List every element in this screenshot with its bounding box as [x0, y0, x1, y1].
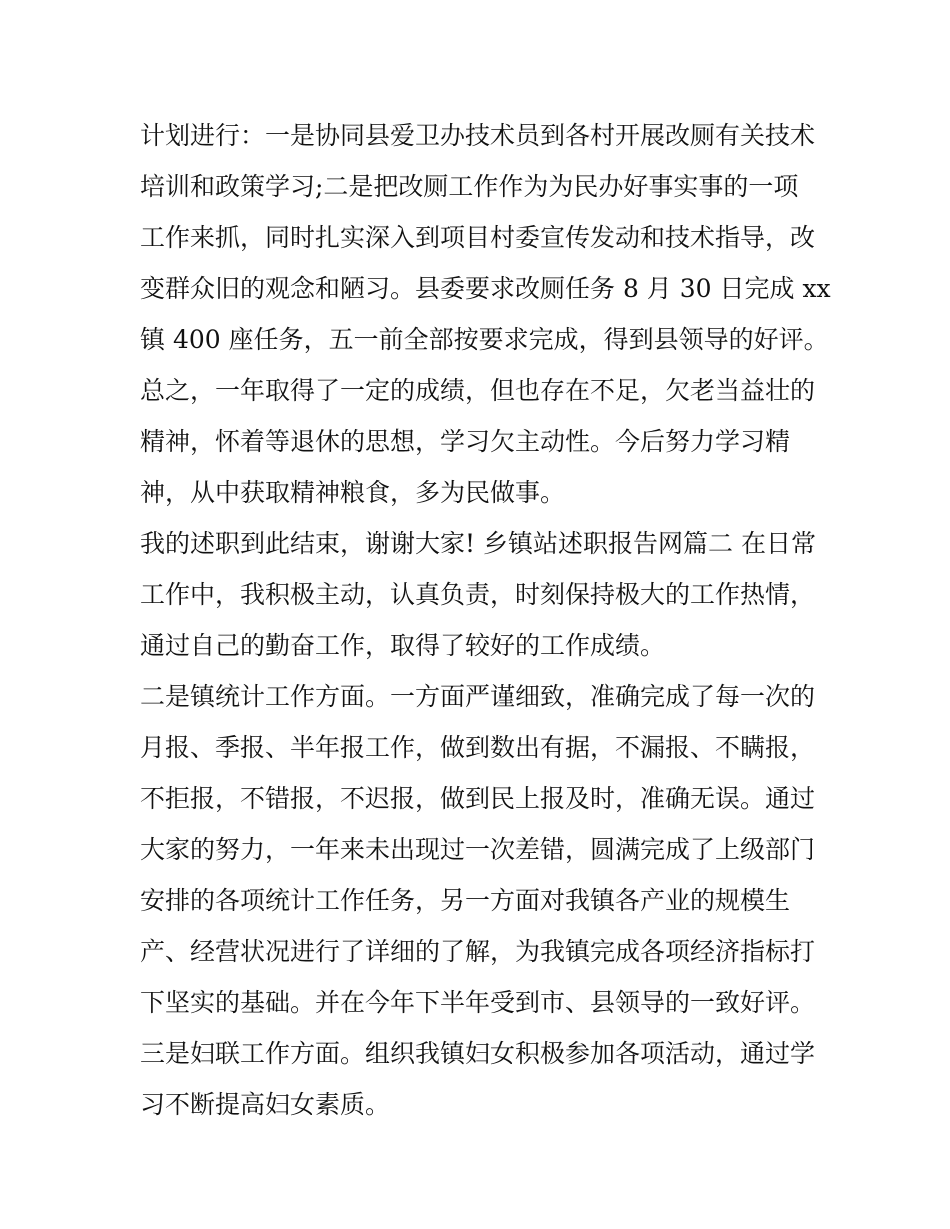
text-line: 我的述职到此结束，谢谢大家! 乡镇站述职报告网篇二 在日常: [140, 529, 816, 558]
text-line: 镇 400 座任务，五一前全部按要求完成，得到县领导的好评。: [140, 325, 829, 354]
document-body: [140, 110, 831, 1130]
text-line: 习不断提高妇女素质。: [140, 1090, 391, 1119]
text-line: 精神，怀着等退休的思想，学习欠主动性。今后努力学习精: [140, 427, 791, 456]
text-line: 安排的各项统计工作任务，另一方面对我镇各产业的规模生: [140, 886, 791, 915]
text-line: 下坚实的基础。并在今年下半年受到市、县领导的一致好评。: [140, 988, 816, 1017]
text-line: 工作来抓，同时扎实深入到项目村委宣传发动和技术指导，改: [140, 223, 816, 252]
text-line: 不拒报，不错报，不迟报，做到民上报及时，准确无误。通过: [140, 784, 816, 813]
text-line: 计划进行：一是协同县爱卫办技术员到各村开展改厕有关技术: [140, 121, 816, 150]
text-line: 变群众旧的观念和陋习。县委要求改厕任务 8 月 30 日完成 xx: [140, 274, 831, 303]
text-line: 总之，一年取得了一定的成绩，但也存在不足，欠老当益壮的: [140, 376, 816, 405]
text-line: 产、经营状况进行了详细的了解，为我镇完成各项经济指标打: [140, 937, 816, 966]
text-line: 培训和政策学习;二是把改厕工作作为为民办好事实事的一项: [140, 172, 799, 201]
text-line: 通过自己的勤奋工作，取得了较好的工作成绩。: [140, 631, 666, 660]
text-line: 神，从中获取精神粮食，多为民做事。: [140, 478, 566, 507]
text-line: 大家的努力，一年来未出现过一次差错，圆满完成了上级部门: [140, 835, 816, 864]
text-line: 工作中，我积极主动，认真负责，时刻保持极大的工作热情，: [140, 580, 816, 609]
text-line: 月报、季报、半年报工作，做到数出有据，不漏报、不瞒报，: [140, 733, 816, 762]
text-line: 三是妇联工作方面。组织我镇妇女积极参加各项活动，通过学: [140, 1039, 816, 1068]
text-line: 二是镇统计工作方面。一方面严谨细致，准确完成了每一次的: [140, 682, 816, 711]
